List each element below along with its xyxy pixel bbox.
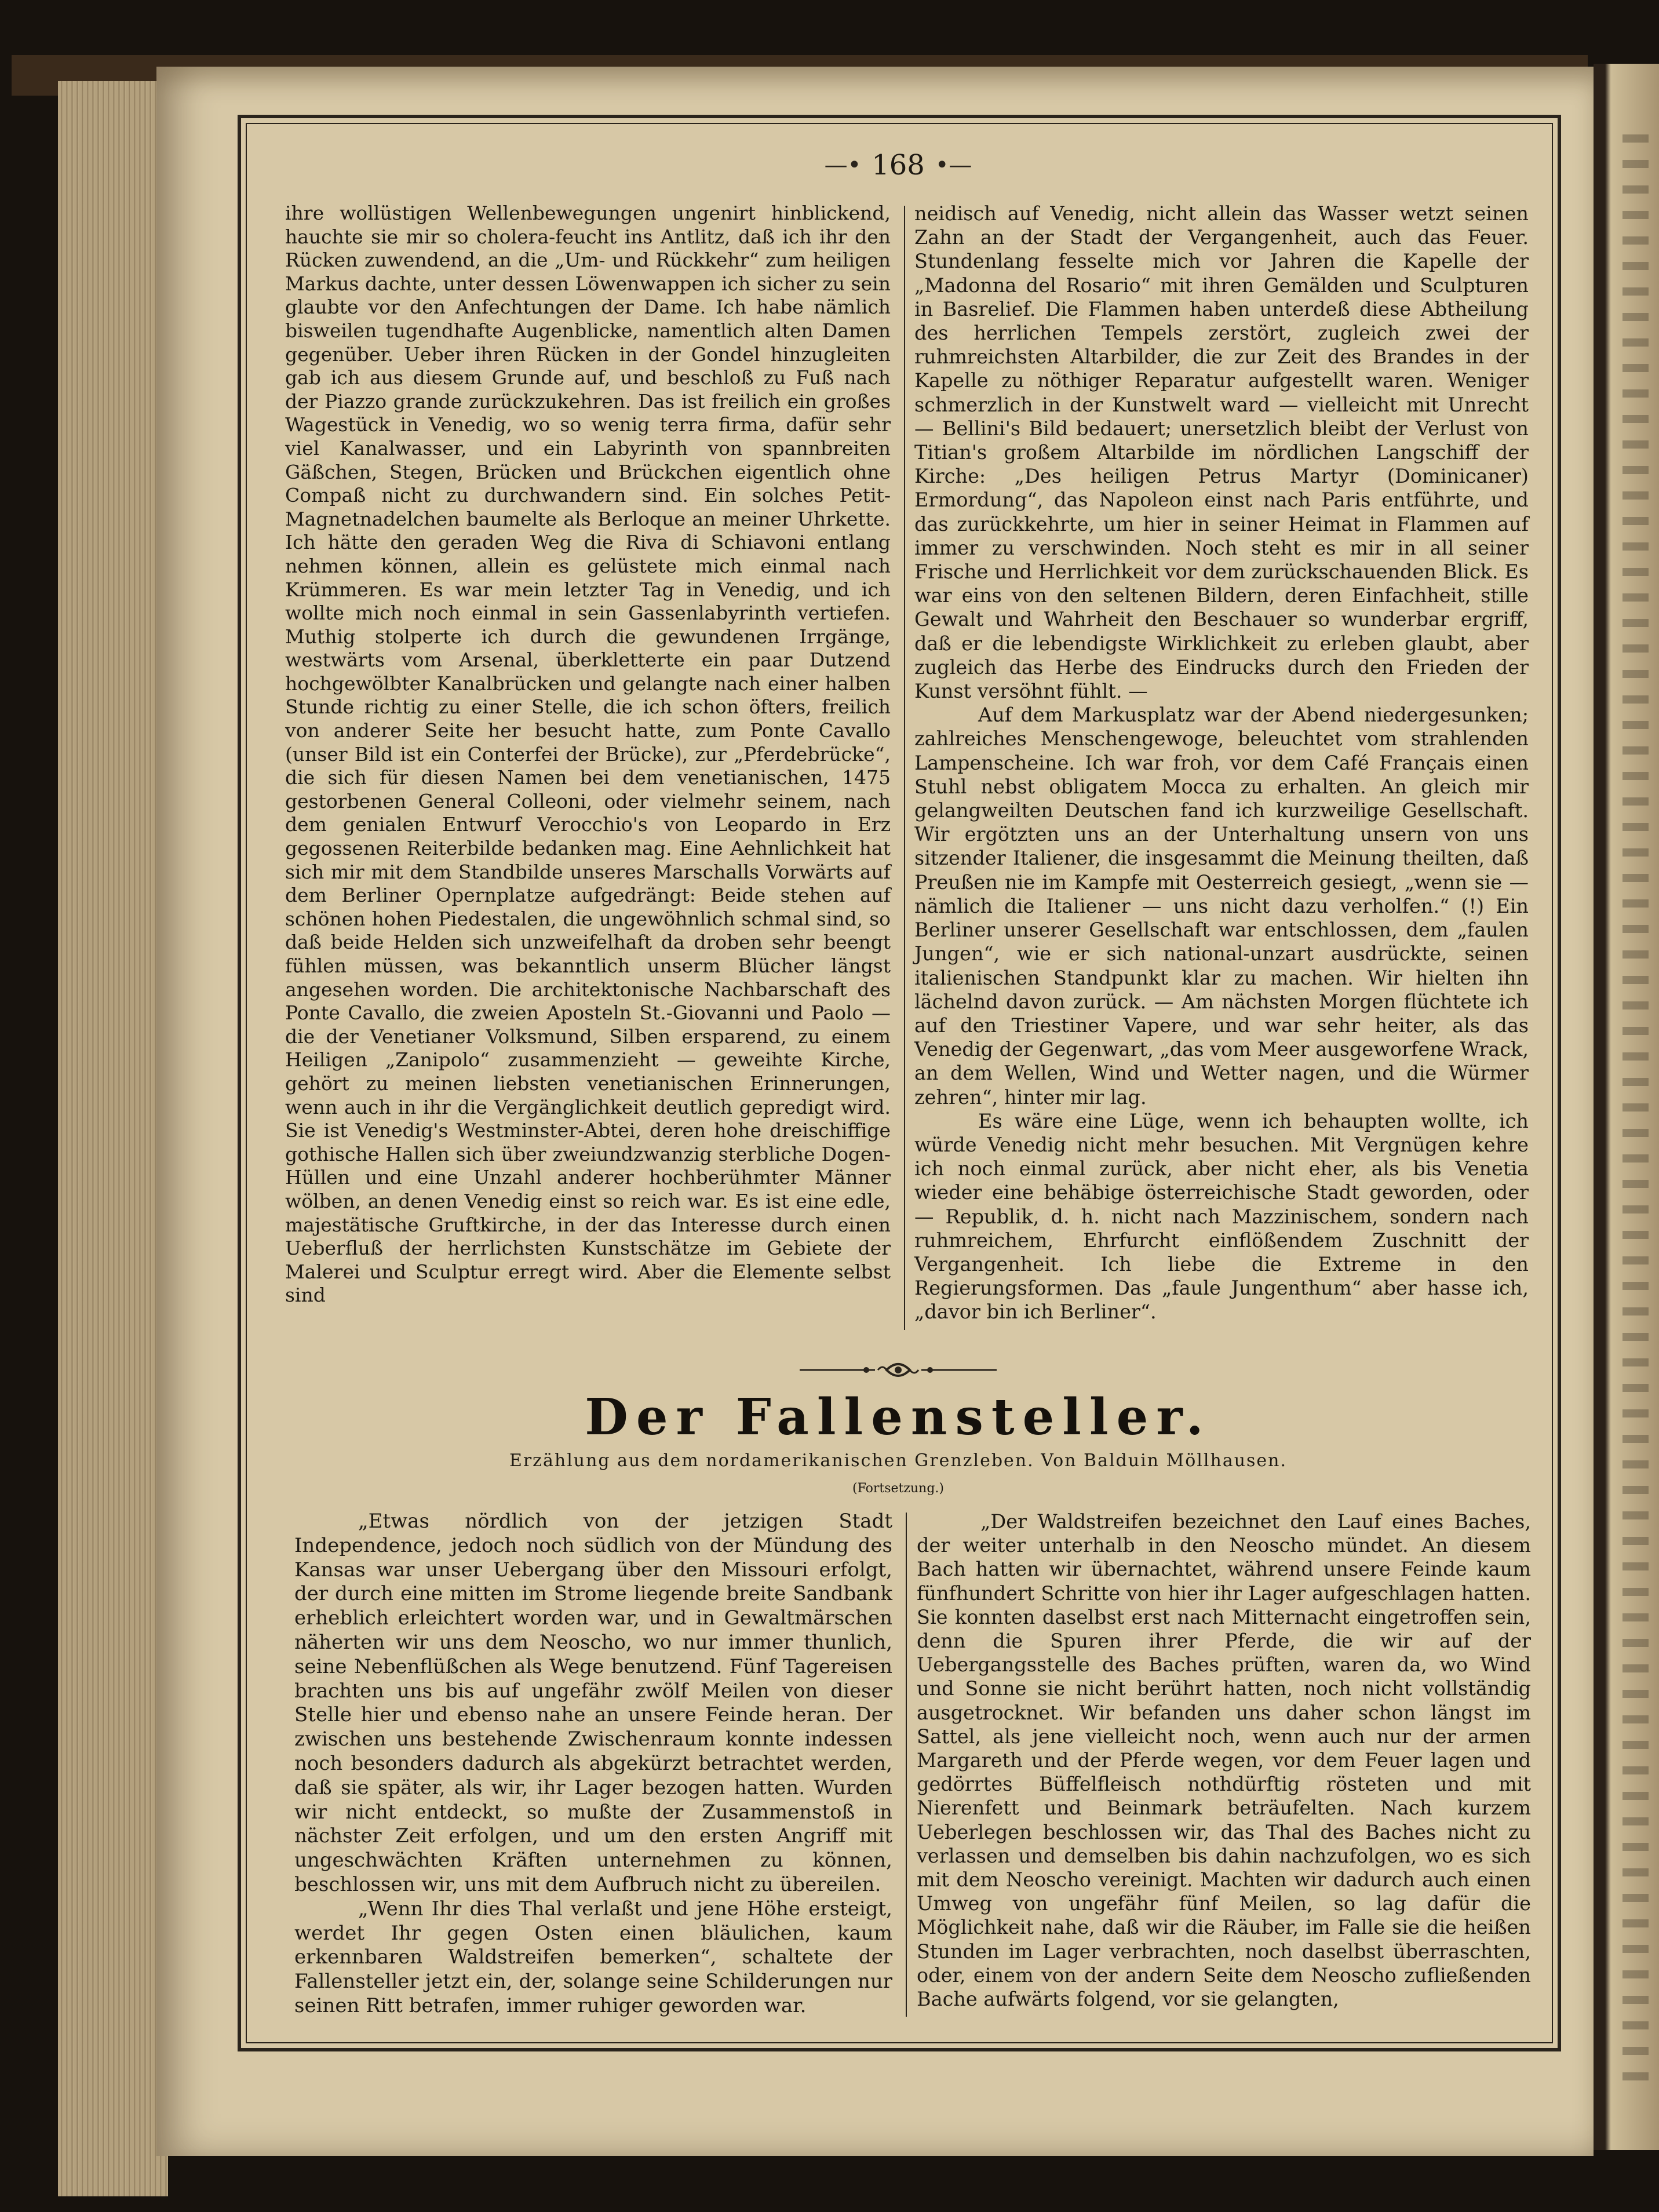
story-title: Der Fallensteller. — [585, 1388, 1212, 1446]
paragraph: neidisch auf Venedig, nicht allein das Wasser wetzt seinen Zahn an der Stadt der Vergangenheit, auch das Feuer. Stundenlang fesselte mich vor Jahren die Kapelle der „Madonna del Rosario“ mit ihren Gemälden und Sculpturen in Basrelief. Die Flammen haben unterdeß diese Abtheilung des herrlichen Tempels zerstört, zugleich zwei der ruhmreichsten Altarbilder, die zur Zeit des Brandes in der Kapelle zu nöthiger Reparatur aufgestellt waren. Weniger schmerzlich in der Kunstwelt ward — vielleicht mit Unrecht — Bellini's Bild bedauert; unersetzlich bleibt der Verlust von Titian's großem Altarbilde im nördlichen Langschiff der Kirche: „Des heiligen Petrus Martyr (Dominicaner) Ermordung“, das Napoleon einst nach Paris entführte, und das zurückkehrte, um hier in seiner Heimat in Flammen auf immer zu verschwinden. Noch steht es mir in all seiner Frische und Herrlichkeit vor dem zurückschauenden Blick. Es war eins von den seltenen Bildern, deren Einfachheit, stille Gewalt und Wahrheit den Beschauer so wunderbar ergriff, daß er die lebendigste Wirklichkeit zu erleben glaubt, aber zugleich das Herbe des Eindrucks durch den Frieden der Kunst versöhnt fühlt. — — [914, 202, 1529, 703]
paragraph: Es wäre eine Lüge, wenn ich behaupten wollte, ich würde Venedig nicht mehr besuchen. Mit Vergnügen kehre ich noch einmal zurück, aber nicht eher, als bis Venetia wieder eine behäbige österreichische Stadt geworden, oder — Republik, d. h. nicht nach Mazzinischem, sondern nach ruhmreichem, Ehrfurcht einflößendem Zuschnitt der Vergangenheit. Ich liebe die Extreme in den Regierungsformen. Das „faule Jungenthum“ aber hasse ich, „davor bin ich Berliner“. — [914, 1109, 1529, 1324]
story-subtitle: Erzählung aus dem nordamerikanischen Grenzleben. Von Balduin Möllhausen. — [509, 1451, 1288, 1471]
continuation-note: (Fortsetzung.) — [852, 1481, 944, 1496]
paragraph: ihre wollüstigen Wellenbewegungen ungenirt hinblickend, hauchte sie mir so cholera-feucht ins Antlitz, daß ich ihr den Rücken zuwendend, an die „Um- und Rückkehr“ zum heiligen Markus dachte, unter dessen Löwenwappen ich sicher zu sein glaubte vor den Anfechtungen der Dame. Ich habe nämlich bisweilen tugendhafte Augenblicke, namentlich alten Damen gegenüber. Ueber ihren Rücken in der Gondel hinzugleiten gab ich aus diesem Grunde auf, und beschloß zu Fuß nach der Piazzo grande zurückzukehren. Das ist freilich ein großes Wagestück in Venedig, wo so wenig terra firma, dafür sehr viel Kanalwasser, und ein Labyrinth von spannbreiten Gäßchen, Stegen, Brücken und Brückchen eigentlich ohne Compaß nicht zu durchwandern sind. Ein solches Petit-Magnetnadelchen baumelte als Berloque an meiner Uhrkette. Ich hätte den geraden Weg die Riva di Schiavoni entlang nehmen können, allein es gelüstete mich einmal nach Krümmeren. Es war mein letzter Tag in Venedig, und ich wollte mich noch einmal in sein Gassenlabyrinth vertiefen. Muthig stolperte ich durch die gewundenen Irrgänge, westwärts vom Arsenal, überkletterte ein paar Dutzend hochgewölbter Kanalbrücken und gelangte nach einer halben Stunde richtig zu einer Stelle, die ich schon öfters, freilich von anderer Seite her besucht hatte, zum Ponte Cavallo (unser Bild ist ein Conterfei der Brücke), zur „Pferdebrücke“, die sich für diesen Namen bei dem venetianischen, 1475 gestorbenen General Colleoni, oder vielmehr seinem, nach dem genialen Entwurf Verocchio's von Leopardo in Erz gegossenen Reiterbilde bedanken mag. Eine Aehnlichkeit hat sich mir mit dem Standbilde unseres Marschalls Vorwärts auf dem Berliner Opernplatze aufgedrängt: Beide stehen auf schönen hohen Piedestalen, die ungewöhnlich schmal sind, so daß beide Helden sich unzweifelhaft da droben sehr beengt fühlen müssen, was bekanntlich unserm Blücher längst angesehen worden. Die architektonische Nachbarschaft des Ponte Cavallo, die zweien Aposteln St.-Giovanni und Paolo — die der Venetianer Volksmund, Silben ersparend, zu einem Heiligen „Zanipolo“ zusammenzieht — geweihte Kirche, gehört zu meinen liebsten venetianischen Erinnerungen, wenn auch in ihr die Vergänglichkeit deutlich gepredigt wird. Sie ist Venedig's Westminster-Abtei, deren hohe dreischiffige gothische Hallen sich über zweiundzwanzig sterbliche Dogen-Hüllen und eine Unzahl anderer hochberühmter Männer wölben, an denen Venedig einst so reich war. Es ist eine edle, majestätische Gruftkirche, in der das Interesse durch einen Ueberfluß der herrlichsten Kunstschätze im Gebiete der Malerei und Sculptur erregt wird. Aber die Elemente selbst sind — [285, 202, 891, 1307]
column-divider — [904, 206, 905, 1330]
section-divider-ornament — [800, 1357, 997, 1383]
paragraph: „Etwas nördlich von der jetzigen Stadt Independence, jedoch noch südlich von der Mündung des Kansas war unser Uebergang über den Missouri erfolgt, der durch eine mitten im Strome liegende breite Sandbank erheblich erleichtert worden war, und in Gewaltmärschen näherten wir uns dem Neoscho, wo nur immer thunlich, seine Nebenflüßchen als Wege benutzend. Fünf Tagereisen brachten uns bis auf ungefähr zwölf Meilen von dieser Stelle hier und ebenso nahe an unsere Feinde heran. Der zwischen uns bestehende Zwischenraum konnte indessen noch besonders dadurch als abgekürzt betrachtet werden, daß sie später, als wir, ihr Lager bezogen hatten. Wurden wir nicht entdeckt, so mußte der Zusammenstoß in nächster Zeit erfolgen, und um den ersten Angriff mit ungeschwächten Kräften unternehmen zu können, beschlossen wir, uns mit dem Aufbruch nicht zu übereilen. — [294, 1510, 892, 1896]
header-ornament-right: •— — [935, 152, 972, 178]
facing-page-print-traces — [1622, 122, 1649, 2080]
paragraph: „Wenn Ihr dies Thal verlaßt und jene Höhe ersteigt, werdet Ihr gegen Osten einen bläulichen, kaum erkennbaren Waldstreifen bemerken“, schaltete der Fallensteller jetzt ein, der, solange seine Schilderungen nur seinen Ritt betrafen, immer ruhiger geworden war. — [294, 1897, 892, 2017]
ornament-flourish-icon — [800, 1357, 997, 1383]
page-header — [794, 148, 1002, 183]
article-column-left — [285, 202, 891, 1338]
paragraph: Auf dem Markusplatz war der Abend niedergesunken; zahlreiches Menschengewoge, beleuchtet vom strahlenden Lampenscheine. Ich war froh, vor dem Café Français einen Stuhl nebst obligatem Mocca zu erhalten. An gleich mir gelangweilten Deutschen fand ich kurzweilige Gesellschaft. Wir ergötzten uns an der Unterhaltung unsern von uns sitzender Italiener, die insgesammt die Meinung theilten, daß Preußen nie im Kampfe mit Oesterreich gesiegt, „wenn sie — nämlich die Italiener — uns nicht dazu verholfen.“ (!) Ein Berliner unserer Gesellschaft war entschlossen, dem „faulen Jungen“, wie er sich national-unzart ausdrückte, seinen italienischen Standpunkt klar zu machen. Wir hielten ihn lächelnd davon zurück. — Am nächsten Morgen flüchtete ich auf den Triestiner Vapere, und war sehr heiter, als das Venedig der Gegenwart, „das vom Meer ausgeworfene Wrack, an dem Wellen, Wind und Wetter nagen, und die Würmer zehren“, hinter mir lag. — [914, 704, 1529, 1109]
article-column-right — [914, 202, 1529, 1338]
story-column-left — [294, 1510, 892, 2020]
paragraph: „Der Waldstreifen bezeichnet den Lauf eines Baches, der weiter unterhalb in den Neoscho mündet. An diesem Bach hatten wir übernachtet, während unsere Feinde kaum fünfhundert Schritte von hier ihr Lager aufgeschlagen hatten. Sie konnten daselbst erst nach Mitternacht eingetroffen sein, denn die Spuren ihrer Pferde, die wir auf der Uebergangsstelle des Baches prüften, waren da, wo Wind und Sonne sie nicht berührt hatten, noch nicht vollständig ausgetrocknet. Wir befanden uns daher schon längst im Sattel, als jene vielleicht noch, wenn auch nur der armen Margareth und der Pferde wegen, vor dem Feuer lagen und gedörrtes Büffelfleisch nothdürftig rösteten und mit Nierenfett und Beinmark beträufelten. Nach kurzem Ueberlegen beschlossen wir, das Thal des Baches nicht zu verlassen und demselben bis dahin nachzufolgen, wo es sich mit dem Neoscho vereinigt. Machten wir dadurch auch einen Umweg von ungefähr fünf Meilen, so lag dafür die Möglichkeit nahe, daß wir die Räuber, im Falle sie die heißen Stunden im Lager verbrachten, noch daselbst überraschten, oder, einem von der andern Seite dem Neoscho zufließenden Bache aufwärts folgend, vor sie gelangten, — [917, 1510, 1531, 2011]
page-number: 168 — [872, 149, 925, 181]
header-ornament-left: —• — [824, 152, 862, 178]
story-column-right — [917, 1510, 1531, 2020]
page-stack-edges — [58, 81, 168, 2196]
column-divider — [906, 1513, 907, 2017]
